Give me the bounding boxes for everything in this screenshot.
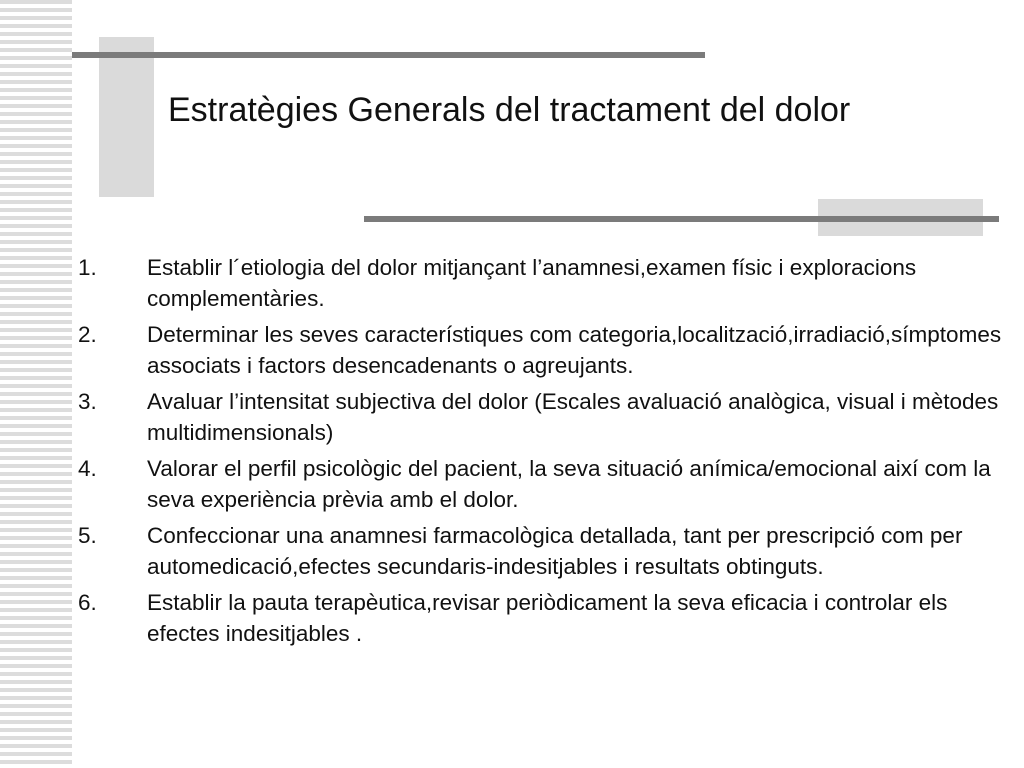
- item-number: 2.: [78, 322, 97, 347]
- list-item: [78, 319, 1018, 381]
- item-text: Avaluar l’intensitat subjectiva del dolor (Escales avaluació analògica, visual i mètodes multidimensionals): [147, 389, 999, 445]
- slide-title: Estratègies Generals del tractament del dolor: [168, 91, 851, 129]
- striped-margin-decoration: [0, 0, 72, 768]
- item-text: Confeccionar una anamnesi farmacològica detallada, tant per prescripció com per automedicació,efectes secundaris-indesitjables i resultats obtinguts.: [147, 523, 963, 579]
- item-number: 4.: [78, 456, 97, 481]
- item-number: 1.: [78, 255, 97, 280]
- item-text: Determinar les seves característiques com categoria,localització,irradiació,símptomes associats i factors desencadenants o agreujants.: [147, 322, 1002, 378]
- list-item: [78, 252, 1018, 314]
- list-item: [78, 453, 1018, 515]
- item-text: Valorar el perfil psicològic del pacient, la seva situació anímica/emocional així com la seva experiència prèvia amb el dolor.: [147, 456, 991, 512]
- bottom-divider-rule: [364, 216, 999, 222]
- item-number: 6.: [78, 590, 97, 615]
- item-number: 5.: [78, 523, 97, 548]
- item-number: 3.: [78, 389, 97, 414]
- list-item: [78, 386, 1018, 448]
- item-text: Establir l´etiologia del dolor mitjançant l’anamnesi,examen físic i exploracions complementàries.: [147, 255, 917, 311]
- title-accent-block: [99, 37, 154, 197]
- list-item: [78, 520, 1018, 582]
- list-item: [78, 587, 1018, 649]
- item-text: Establir la pauta terapèutica,revisar periòdicament la seva eficacia i controlar els efectes indesitjables .: [147, 590, 948, 646]
- strategy-list: [78, 252, 1018, 654]
- top-divider-rule: [72, 52, 705, 58]
